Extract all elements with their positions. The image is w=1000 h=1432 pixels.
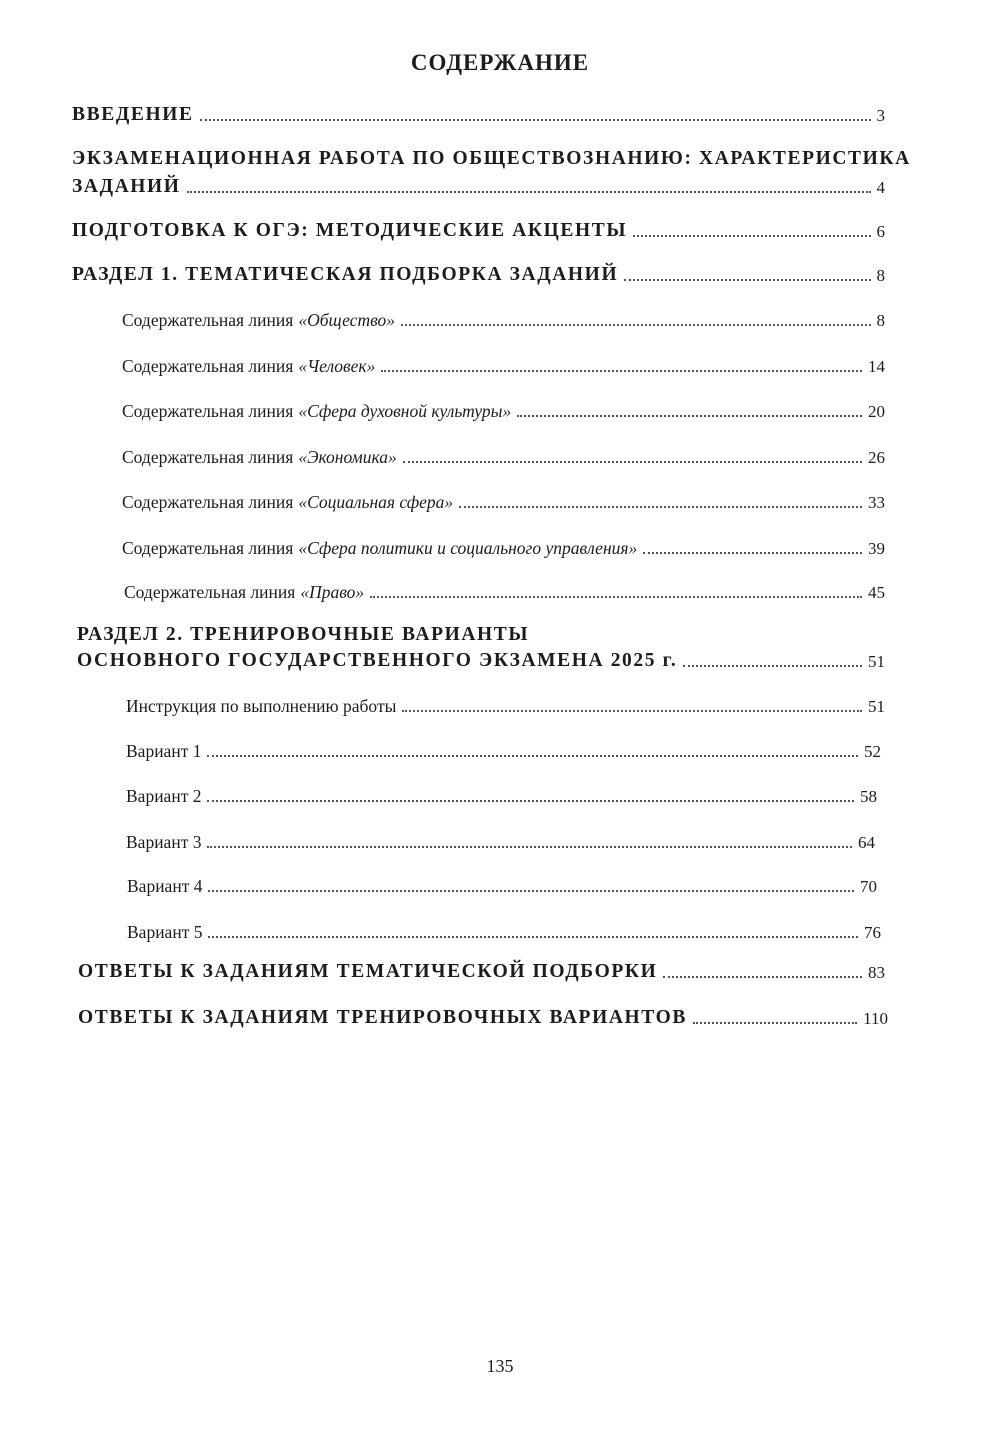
toc-page-number: 64 bbox=[858, 833, 875, 852]
toc-subentry-label: Вариант 2 bbox=[126, 786, 202, 806]
toc-subentry[interactable] bbox=[122, 356, 885, 377]
toc-subentry[interactable] bbox=[122, 310, 885, 331]
toc-subentry-topic: «Право» bbox=[300, 582, 365, 602]
toc-entry-line: РАЗДЕЛ 2. ТРЕНИРОВОЧНЫЕ ВАРИАНТЫ bbox=[77, 624, 530, 645]
toc-entry[interactable] bbox=[72, 176, 885, 198]
toc-subentry[interactable] bbox=[122, 447, 885, 468]
toc-page-number: 8 bbox=[876, 311, 885, 330]
toc-subentry[interactable] bbox=[126, 832, 875, 853]
dot-leader bbox=[633, 235, 870, 237]
toc-page-number: 52 bbox=[864, 742, 881, 761]
toc-subentry-prefix: Содержательная линия bbox=[122, 447, 294, 467]
toc-subentry[interactable] bbox=[127, 876, 877, 897]
toc-page-number: 110 bbox=[863, 1009, 888, 1028]
dot-leader bbox=[200, 119, 871, 121]
toc-subentry-label: Вариант 4 bbox=[127, 876, 203, 896]
toc-entry-label: ВВЕДЕНИЕ bbox=[72, 104, 194, 125]
toc-entry[interactable] bbox=[78, 1007, 888, 1029]
toc-page-number: 14 bbox=[868, 357, 885, 376]
toc-subentry[interactable] bbox=[126, 696, 885, 717]
toc-subentry-prefix: Содержательная линия bbox=[122, 310, 294, 330]
toc-subentry-label: Вариант 3 bbox=[126, 832, 202, 852]
toc-subentry-label: Инструкция по выполнению работы bbox=[126, 696, 397, 716]
toc-page-number: 39 bbox=[868, 539, 885, 558]
toc-subentry-prefix: Содержательная линия bbox=[124, 582, 296, 602]
dot-leader bbox=[402, 710, 862, 712]
dot-leader bbox=[187, 191, 871, 193]
dot-leader bbox=[370, 596, 862, 598]
toc-subentry-topic: «Сфера политики и социального управления» bbox=[298, 538, 638, 558]
dot-leader bbox=[624, 279, 870, 281]
toc-entry[interactable] bbox=[78, 961, 885, 983]
toc-subentry[interactable] bbox=[122, 538, 885, 559]
dot-leader bbox=[208, 890, 854, 892]
dot-leader bbox=[683, 665, 862, 667]
dot-leader bbox=[693, 1022, 857, 1024]
toc-subentry-prefix: Содержательная линия bbox=[122, 492, 294, 512]
toc-page-number: 51 bbox=[868, 652, 885, 671]
toc-page-number: 45 bbox=[868, 583, 885, 602]
dot-leader bbox=[517, 415, 862, 417]
toc-page-number: 26 bbox=[868, 448, 885, 467]
toc-entry-label: РАЗДЕЛ 1. ТЕМАТИЧЕСКАЯ ПОДБОРКА ЗАДАНИЙ bbox=[72, 264, 619, 285]
toc-subentry[interactable] bbox=[122, 401, 885, 422]
dot-leader bbox=[208, 936, 858, 938]
dot-leader bbox=[207, 800, 854, 802]
toc-page-number: 83 bbox=[868, 963, 885, 982]
toc-page-number: 33 bbox=[868, 493, 885, 512]
toc-subentry-prefix: Содержательная линия bbox=[122, 401, 294, 421]
toc-page-number: 4 bbox=[876, 178, 885, 197]
toc-subentry[interactable] bbox=[126, 741, 881, 762]
toc-page-number: 6 bbox=[876, 222, 885, 241]
dot-leader bbox=[207, 755, 858, 757]
toc-subentry[interactable] bbox=[126, 786, 877, 807]
toc-entry-label: ОТВЕТЫ К ЗАДАНИЯМ ТЕМАТИЧЕСКОЙ ПОДБОРКИ bbox=[78, 961, 658, 982]
toc-subentry[interactable] bbox=[124, 582, 885, 603]
toc-entry-label: ЗАДАНИЙ bbox=[72, 176, 181, 197]
toc-subentry-topic: «Общество» bbox=[298, 310, 395, 330]
toc-entry[interactable] bbox=[72, 104, 885, 126]
toc-entry[interactable] bbox=[72, 220, 885, 242]
toc-page-number: 58 bbox=[860, 787, 877, 806]
page-number: 135 bbox=[486, 1356, 514, 1376]
dot-leader bbox=[381, 370, 862, 372]
dot-leader bbox=[403, 461, 862, 463]
toc-subentry-topic: «Социальная сфера» bbox=[298, 492, 454, 512]
toc-subentry-label: Вариант 1 bbox=[126, 741, 202, 761]
toc-subentry[interactable] bbox=[127, 922, 881, 943]
toc-page-number: 20 bbox=[868, 402, 885, 421]
toc-page-number: 3 bbox=[876, 106, 885, 125]
dot-leader bbox=[207, 846, 852, 848]
toc-page-number: 70 bbox=[860, 877, 877, 896]
toc-page-number: 8 bbox=[876, 266, 885, 285]
toc-page-number: 76 bbox=[864, 923, 881, 942]
toc-subentry-prefix: Содержательная линия bbox=[122, 538, 294, 558]
page-title: СОДЕРЖАНИЕ bbox=[410, 50, 590, 75]
toc-entry[interactable] bbox=[72, 264, 885, 286]
toc-subentry-topic: «Человек» bbox=[298, 356, 376, 376]
toc-subentry-topic: «Экономика» bbox=[298, 447, 397, 467]
toc-entry-label: ОТВЕТЫ К ЗАДАНИЯМ ТРЕНИРОВОЧНЫХ ВАРИАНТОВ bbox=[78, 1007, 688, 1028]
dot-leader bbox=[663, 976, 862, 978]
toc-page-number: 51 bbox=[868, 697, 885, 716]
dot-leader bbox=[459, 506, 862, 508]
toc-entry-label: ОСНОВНОГО ГОСУДАРСТВЕННОГО ЭКЗАМЕНА 2025 г. bbox=[77, 650, 678, 671]
dot-leader bbox=[401, 324, 871, 326]
toc-subentry[interactable] bbox=[122, 492, 885, 513]
toc-subentry-label: Вариант 5 bbox=[127, 922, 203, 942]
toc-subentry-prefix: Содержательная линия bbox=[122, 356, 294, 376]
toc-entry[interactable] bbox=[77, 650, 885, 672]
dot-leader bbox=[643, 552, 862, 554]
toc-entry-label: ПОДГОТОВКА К ОГЭ: МЕТОДИЧЕСКИЕ АКЦЕНТЫ bbox=[72, 220, 628, 241]
toc-entry-line: ЭКЗАМЕНАЦИОННАЯ РАБОТА ПО ОБЩЕСТВОЗНАНИЮ: ХАРАКТЕРИСТИКА bbox=[72, 148, 911, 169]
toc-subentry-topic: «Сфера духовной культуры» bbox=[298, 401, 512, 421]
